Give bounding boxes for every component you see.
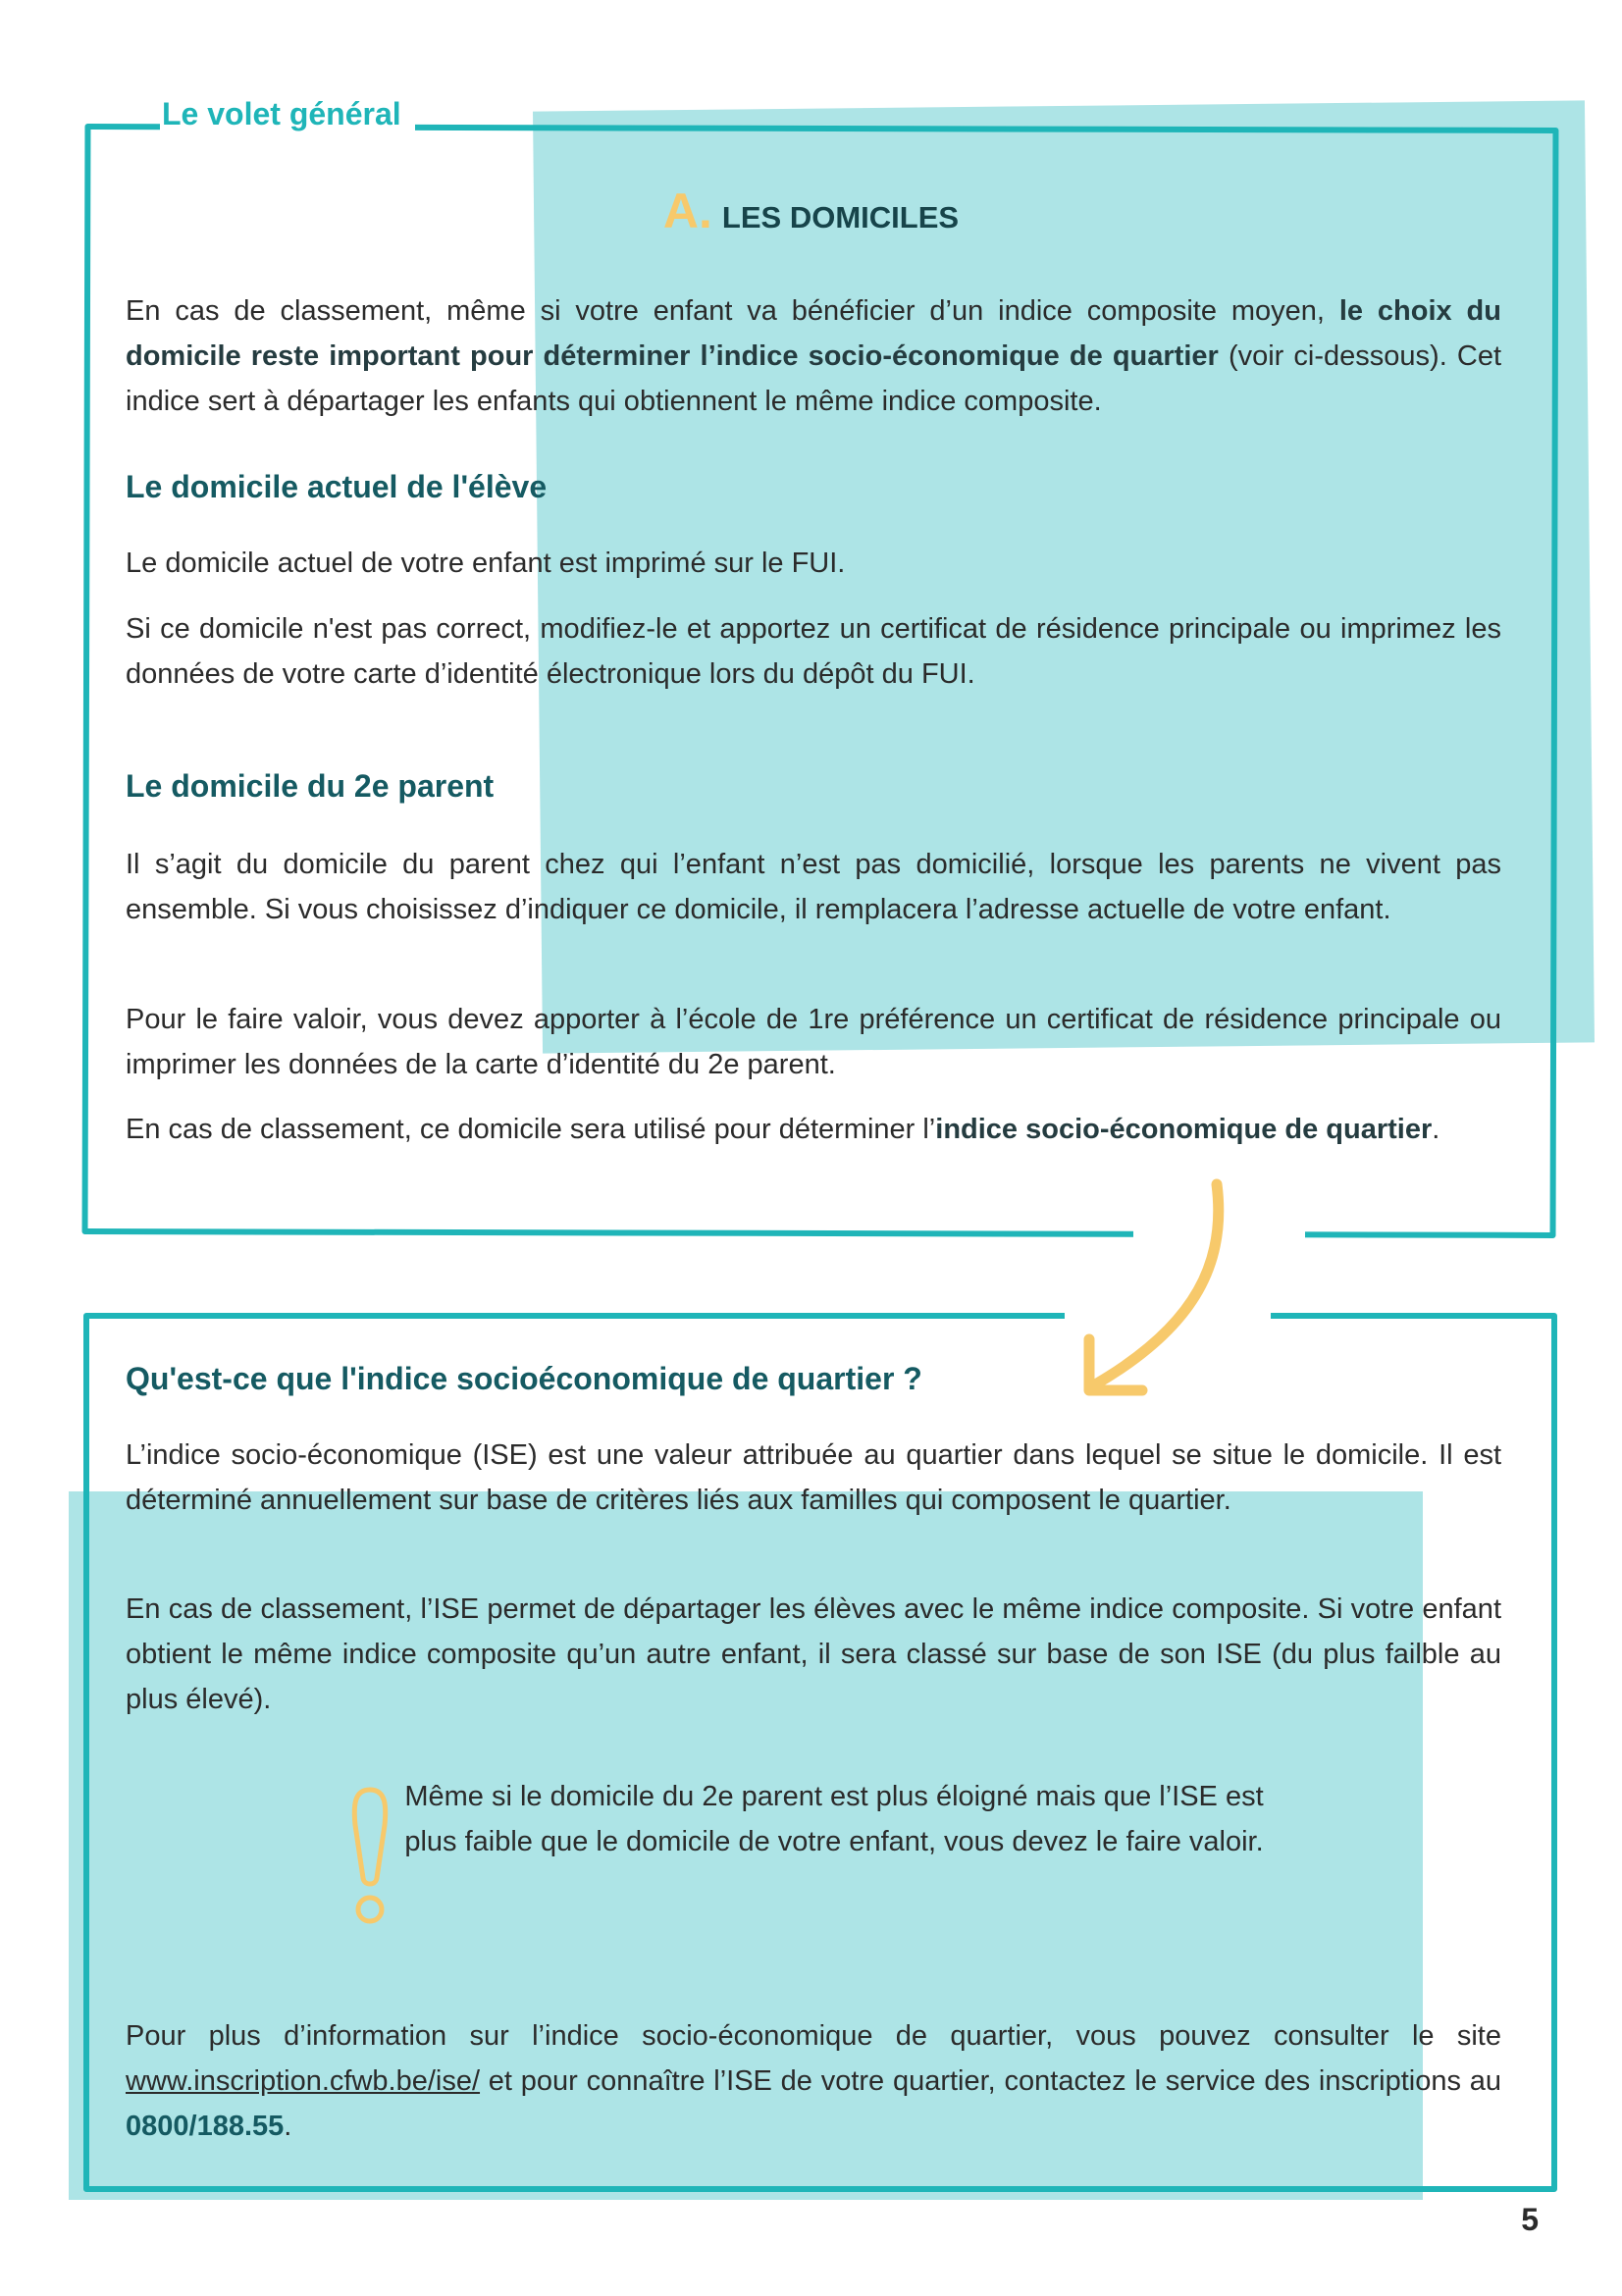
paragraph-ise-1: L’indice socio-économique (ISE) est une valeur attribuée au quartier dans lequel se situe le domicile. Il est déterminé annuellement sur base de critères liés aux familles qui composent le quartier. [126, 1439, 1501, 1516]
p5-text-1: En cas de classement, ce domicile sera utilisé pour déterminer l’ [126, 1114, 936, 1145]
intro-paragraph [126, 288, 1501, 424]
heading-ise: Qu'est-ce que l'indice socioéconomique de quartier ? [126, 1361, 922, 1396]
ise-website-link[interactable]: www.inscription.cfwb.be/ise/ [126, 2065, 481, 2097]
info-text-3: . [284, 2111, 292, 2142]
section-eyebrow: Le volet général [160, 96, 415, 132]
section-title [0, 183, 1622, 239]
p5-text-2: . [1432, 1114, 1440, 1145]
info-text-1: Pour plus d’information sur l’indice socio-économique de quartier, vous pouvez consulter le site [126, 2020, 1501, 2052]
exclamation-icon [345, 1784, 394, 1931]
curved-arrow-icon [1070, 1173, 1246, 1408]
page-number: 5 [1521, 2202, 1539, 2237]
heading-current-home: Le domicile actuel de l'élève [126, 469, 548, 504]
section-title-text: LES DOMICILES [721, 200, 960, 235]
section-letter: A. [662, 183, 712, 238]
paragraph-current-home-1: Le domicile actuel de votre enfant est imprimé sur le FUI. [126, 548, 846, 579]
warning-text: Même si le domicile du 2e parent est plus éloigné mais que l’ISE est plus faible que le domicile de votre enfant, vous devez le faire valoir. [404, 1781, 1264, 1857]
paragraph-second-parent-1: Il s’agit du domicile du parent chez qui l’enfant n’est pas domicilié, lorsque les parents ne vivent pas ensemble. Si vous choisissez d’indiquer ce domicile, il remplacera l’adresse actuelle de votre enfant. [126, 849, 1501, 925]
paragraph-info [126, 2013, 1501, 2149]
paragraph-current-home-2: Si ce domicile n'est pas correct, modifiez-le et apportez un certificat de résidence principale ou imprimez les données de votre carte d’identité électronique lors du dépôt du FUI. [126, 613, 1501, 690]
phone-number: 0800/188.55 [126, 2111, 285, 2142]
p5-bold: indice socio-économique de quartier [935, 1114, 1433, 1145]
intro-text-2: (voir ci-dessous). Cet indice sert à départager les enfants qui obtiennent le même indice composite. [126, 340, 1502, 417]
heading-second-parent: Le domicile du 2e parent [126, 768, 495, 804]
paragraph-second-parent-2: Pour le faire valoir, vous devez apporter à l’école de 1re préférence un certificat de résidence principale ou imprimer les données de la carte d’identité du 2e parent. [126, 1004, 1501, 1080]
info-text-2: et pour connaître l’ISE de votre quartier, contactez le service des inscriptions au [480, 2065, 1501, 2097]
intro-bold: le choix du domicile reste important pour déterminer l’indice socio-économique de quartier [126, 295, 1501, 372]
intro-text-1: En cas de classement, même si votre enfant va bénéficier d’un indice composite moyen, [126, 295, 1339, 327]
paragraph-ise-2: En cas de classement, l’ISE permet de départager les élèves avec le même indice composite. Si votre enfant obtient le même indice composite qu’un autre enfant, il sera classé sur base de son ISE (du plus failble au plus élevé). [126, 1593, 1501, 1715]
paragraph-second-parent-3 [126, 1107, 1501, 1152]
